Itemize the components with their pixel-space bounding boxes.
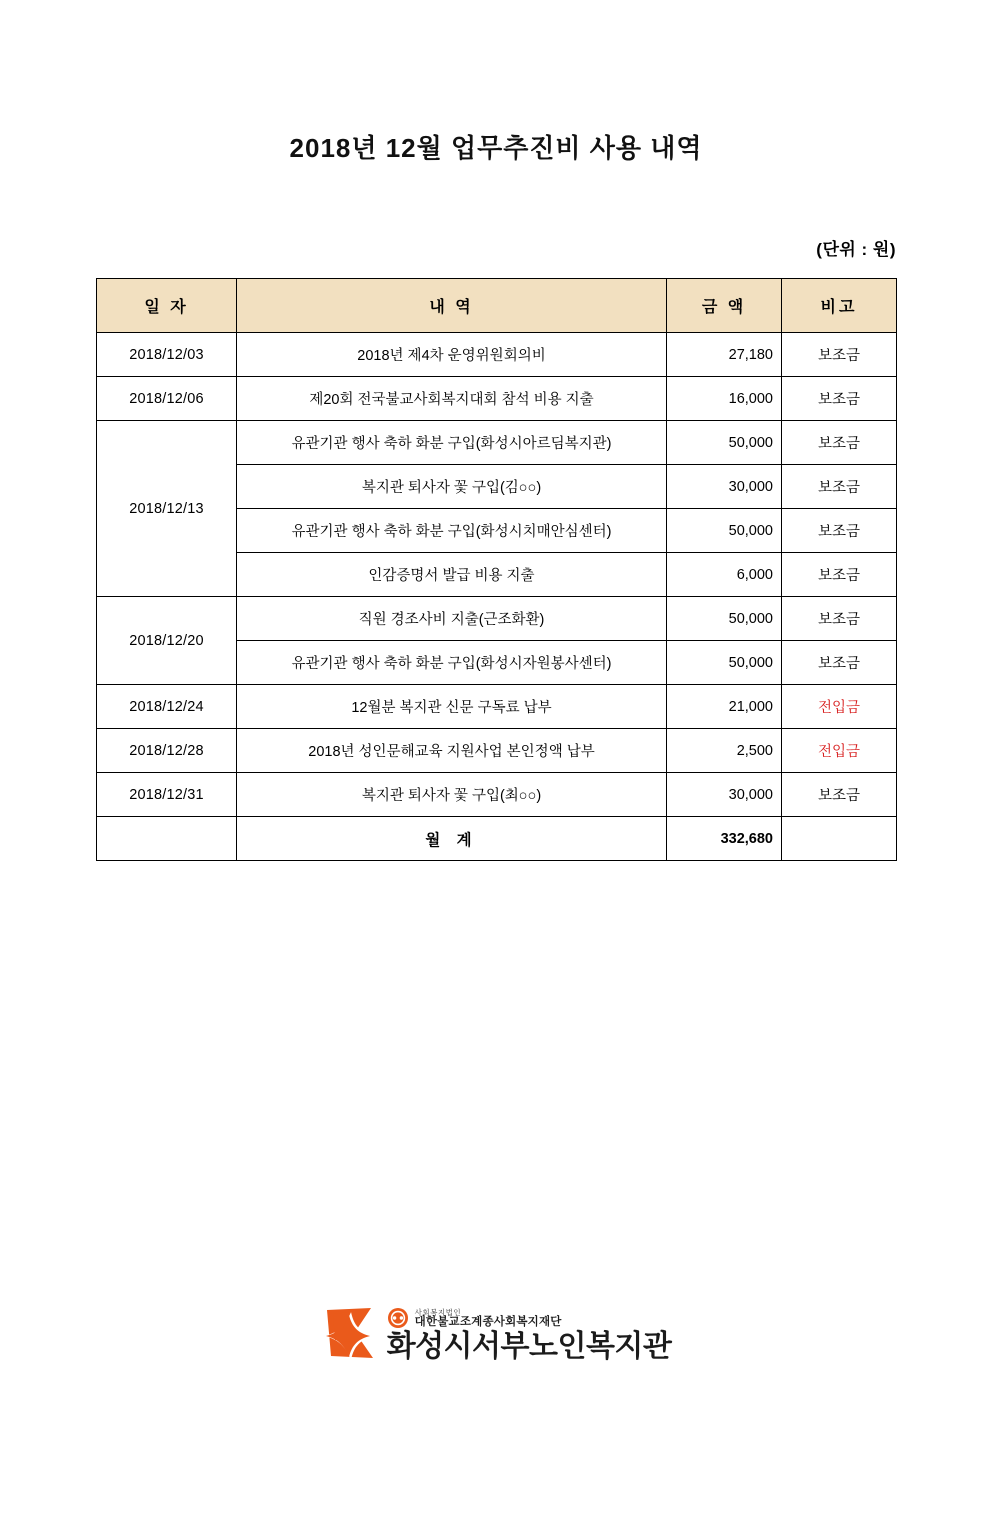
cell-amount: 6,000 — [667, 553, 782, 597]
cell-description: 2018년 성인문해교육 지원사업 본인정액 납부 — [237, 729, 667, 773]
cell-date: 2018/12/24 — [97, 685, 237, 729]
cell-amount: 50,000 — [667, 597, 782, 641]
cell-description: 유관기관 행사 축하 화분 구입(화성시자원봉사센터) — [237, 641, 667, 685]
table-row — [97, 377, 897, 421]
cell-amount: 30,000 — [667, 773, 782, 817]
expense-table — [96, 278, 897, 861]
logo-text-block — [387, 1307, 672, 1362]
footer-logo — [0, 1306, 992, 1362]
cell-note: 보조금 — [782, 421, 897, 465]
cell-description: 유관기관 행사 축하 화분 구입(화성시치매안심센터) — [237, 509, 667, 553]
cell-total-note — [782, 817, 897, 861]
foundation-label-small: 사회복지법인 — [414, 1307, 462, 1317]
table-body — [97, 333, 897, 861]
cell-date: 2018/12/31 — [97, 773, 237, 817]
cell-total-blank — [97, 817, 237, 861]
cell-note: 보조금 — [782, 597, 897, 641]
cell-description: 제20회 전국불교사회복지대회 참석 비용 지출 — [237, 377, 667, 421]
cell-date: 2018/12/20 — [97, 597, 237, 685]
cell-date: 2018/12/28 — [97, 729, 237, 773]
cell-note: 보조금 — [782, 509, 897, 553]
cell-note: 보조금 — [782, 377, 897, 421]
table-row — [97, 333, 897, 377]
cell-description: 인감증명서 발급 비용 지출 — [237, 553, 667, 597]
organization-name: 화성시서부노인복지관 — [386, 1329, 672, 1363]
cell-note: 보조금 — [782, 333, 897, 377]
cell-amount: 30,000 — [667, 465, 782, 509]
table-row — [97, 773, 897, 817]
column-header-date: 일 자 — [97, 279, 237, 333]
cell-amount: 21,000 — [667, 685, 782, 729]
table-row — [97, 421, 897, 465]
cell-total-amount: 332,680 — [667, 817, 782, 861]
table-header-row — [97, 279, 897, 333]
cell-amount: 27,180 — [667, 333, 782, 377]
cell-note: 전입금 — [782, 729, 897, 773]
cell-note: 보조금 — [782, 773, 897, 817]
table-total-row — [97, 817, 897, 861]
cell-description: 2018년 제4차 운영위원회의비 — [237, 333, 667, 377]
cell-amount: 2,500 — [667, 729, 782, 773]
column-header-amount: 금 액 — [667, 279, 782, 333]
cell-amount: 50,000 — [667, 641, 782, 685]
cell-amount: 50,000 — [667, 509, 782, 553]
page-title: 2018년 12월 업무추진비 사용 내역 — [289, 133, 703, 163]
document-page — [0, 128, 992, 1531]
expense-table-container — [96, 278, 896, 861]
cell-total-label: 월 계 — [237, 817, 667, 861]
cell-note: 보조금 — [782, 641, 897, 685]
cell-date: 2018/12/03 — [97, 333, 237, 377]
cell-description: 복지관 퇴사자 꽃 구입(최○○) — [237, 773, 667, 817]
column-header-note: 비고 — [782, 279, 897, 333]
cell-amount: 50,000 — [667, 421, 782, 465]
star-burst-mark-icon — [321, 1306, 377, 1362]
cell-note: 보조금 — [782, 553, 897, 597]
cell-date: 2018/12/06 — [97, 377, 237, 421]
cell-description: 직원 경조사비 지출(근조화환) — [237, 597, 667, 641]
cell-note: 전입금 — [782, 685, 897, 729]
cell-date: 2018/12/13 — [97, 421, 237, 597]
unit-note: (단위 : 원) — [816, 240, 896, 259]
cell-description: 복지관 퇴사자 꽃 구입(김○○) — [237, 465, 667, 509]
cell-amount: 16,000 — [667, 377, 782, 421]
cell-description: 12월분 복지관 신문 구독료 납부 — [237, 685, 667, 729]
cell-note: 보조금 — [782, 465, 897, 509]
foundation-name: 대한불교조계종사회복지재단 — [414, 1316, 562, 1328]
column-header-description: 내 역 — [237, 279, 667, 333]
table-row — [97, 685, 897, 729]
cell-description: 유관기관 행사 축하 화분 구입(화성시아르딤복지관) — [237, 421, 667, 465]
table-row — [97, 597, 897, 641]
dharma-wheel-emblem-icon — [387, 1307, 409, 1329]
table-row — [97, 729, 897, 773]
foundation-line — [387, 1307, 672, 1329]
